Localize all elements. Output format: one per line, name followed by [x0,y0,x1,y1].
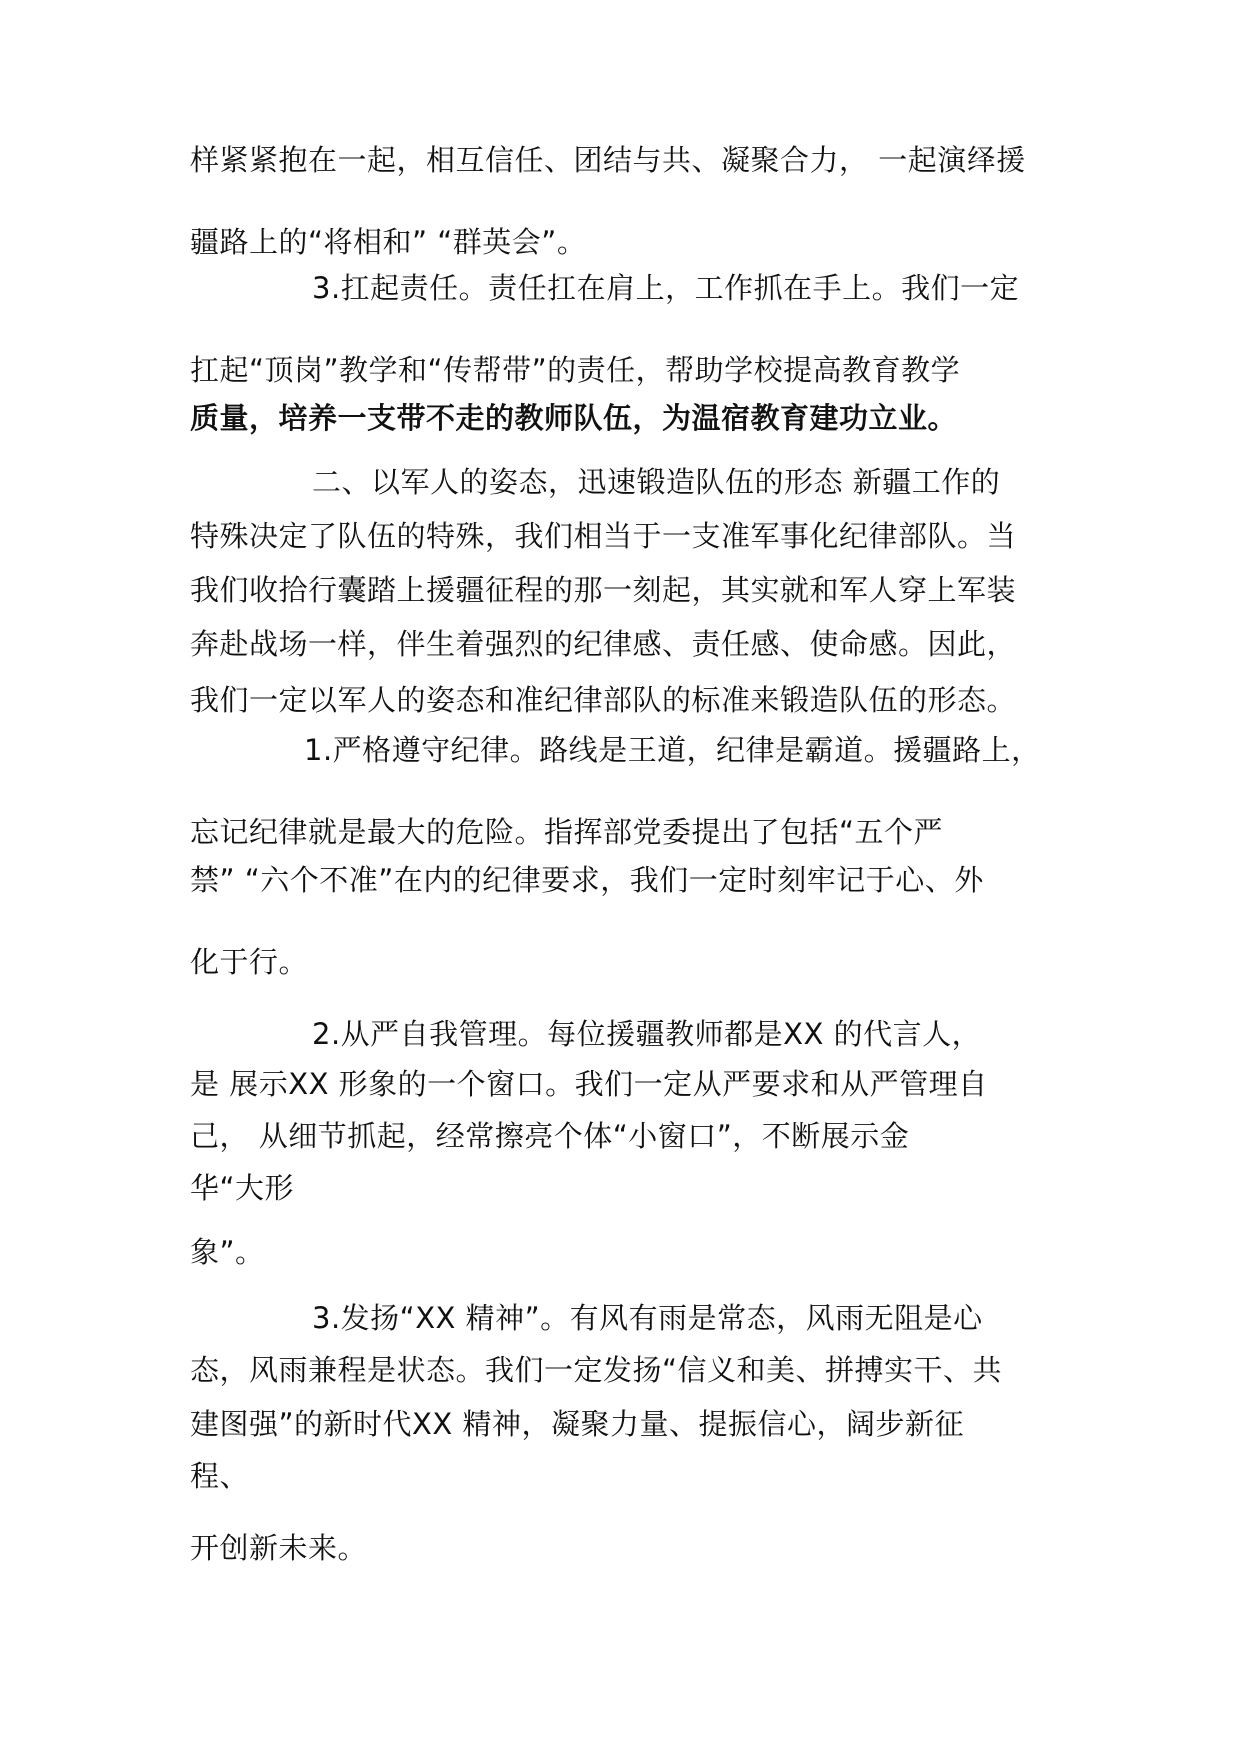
paragraph-line-12: 忘记纪律就是最大的危险。指挥部党委提出了包括“五个严 [190,815,944,849]
paragraph-line-21: 态，风雨兼程是状态。我们一定发扬“信义和美、拼搏实干、共 [190,1353,1003,1387]
paragraph-line-2: 疆路上的“将相和” “群英会”。 [190,225,587,259]
paragraph-line-8: 我们收拾行囊踏上援疆征程的那一刻起，其实就和军人穿上军装 [190,573,1017,607]
paragraph-line-23: 程、 [190,1459,250,1493]
paragraph-line-17: 己， 从细节抓起，经常擦亮个体“小窗口”，不断展示金 [190,1119,910,1153]
paragraph-line-10: 我们一定以军人的姿态和准纪律部队的标准来锻造队伍的形态。 [190,683,1017,717]
paragraph-line-5: 质量，培养一支带不走的教师队伍，为温宿教育建功立业。 [190,401,958,435]
paragraph-line-4: 扛起“顶岗”教学和“传帮带”的责任，帮助学校提高教育教学 [190,353,961,387]
paragraph-line-22: 建图强”的新时代XX 精神，凝聚力量、提振信心，阔步新征 [190,1407,964,1441]
paragraph-line-19: 象”。 [190,1235,265,1269]
paragraph-line-16: 是 展示XX 形象的一个窗口。我们一定从严要求和从严管理自 [190,1067,988,1101]
paragraph-line-13: 禁” “六个不准”在内的纪律要求，我们一定时刻牢记于心、外 [190,863,984,897]
paragraph-line-15: 2.从严自我管理。每位援疆教师都是XX 的代言人， [312,1017,982,1051]
paragraph-line-7: 特殊决定了队伍的特殊，我们相当于一支准军事化纪律部队。当 [190,519,1017,553]
paragraph-line-14: 化于行。 [190,945,309,979]
section-heading-2: 二、以军人的姿态，迅速锻造队伍的形态 新疆工作的 [312,465,1001,499]
paragraph-line-11: 1.严格遵守纪律。路线是王道，纪律是霸道。援疆路上， [304,733,1041,767]
paragraph-line-18: 华“大形 [190,1171,295,1205]
paragraph-line-9: 奔赴战场一样，伴生着强烈的纪律感、责任感、使命感。因此， [190,627,1017,661]
paragraph-line-1: 样紧紧抱在一起，相互信任、团结与共、凝聚合力， 一起演绎援 [190,143,1026,177]
paragraph-line-20: 3.发扬“XX 精神”。有风有雨是常态，风雨无阻是心 [312,1301,983,1335]
paragraph-line-24: 开创新未来。 [190,1531,368,1565]
paragraph-line-3: 3.扛起责任。责任扛在肩上，工作抓在手上。我们一定 [312,271,1020,305]
